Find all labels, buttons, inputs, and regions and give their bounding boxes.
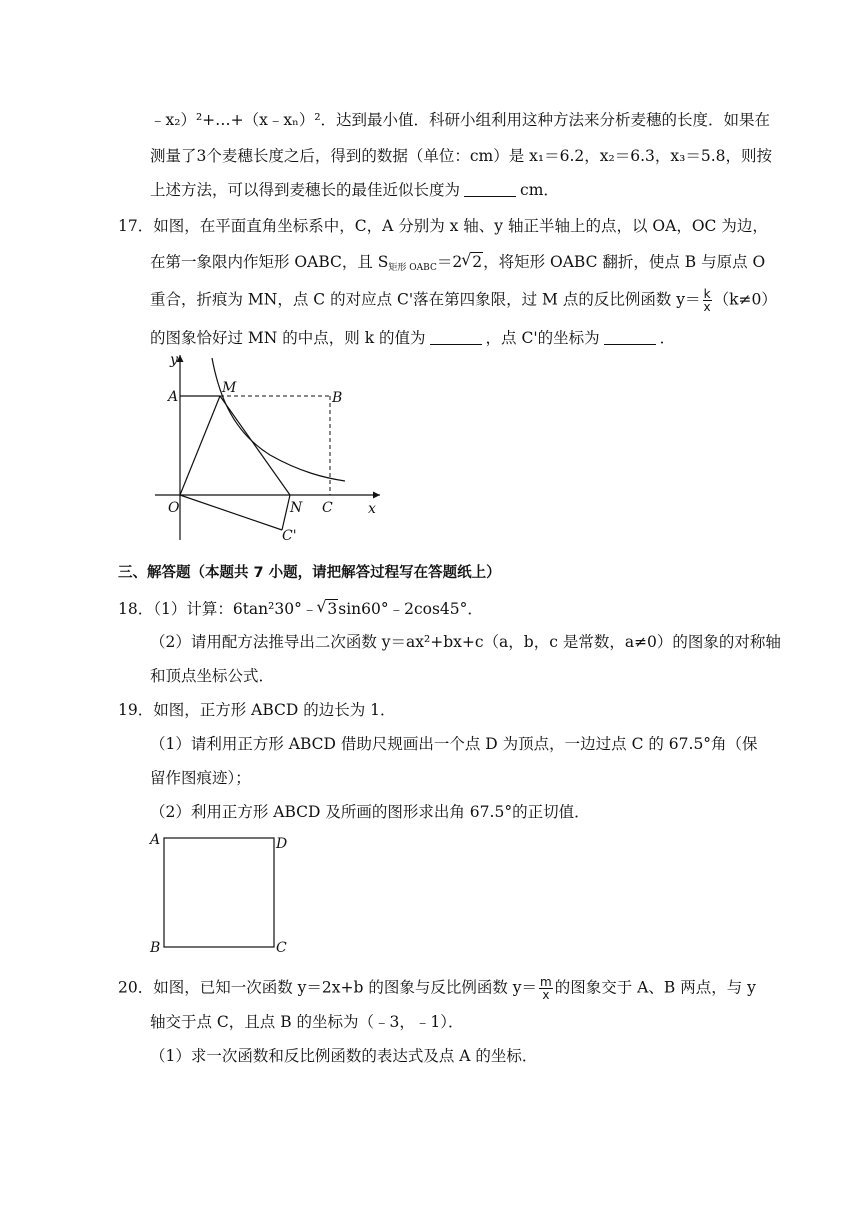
frac-num: m (540, 975, 552, 989)
sqrt-sign (317, 599, 338, 619)
q17-text-2c: ，将矩形 OABC 翻折，使点 B 与原点 O (483, 253, 766, 271)
question-number: 20． (118, 978, 154, 997)
q20-line-2: 轴交于点 C，且点 B 的坐标为（﹣3，﹣1）． (150, 1013, 464, 1031)
answer-blank (464, 182, 516, 197)
label-n: N (290, 500, 303, 516)
label-b: B (150, 940, 161, 956)
q16-line-1: ﹣x₂）²+…+（x﹣xₙ）²．达到最小值．科研小组利用这种方法来分析麦穗的长度．如果在 (150, 111, 771, 129)
q17-text-3b: （k≠0） (713, 290, 777, 309)
q17-line-4 (150, 328, 675, 348)
q18-part2-line-1: （2）请用配方法推导出二次函数 y＝ax²+bx+c（a，b，c 是常数，a≠0）的图象的对称轴 (150, 633, 781, 651)
q17-text-4c: ． (659, 329, 676, 347)
label-c-prime: C' (282, 528, 297, 544)
q17-text-3a: 重合，折痕为 MN，点 C 的对应点 C'落在第四象限，过 M 点的反比例函数 y＝ (150, 290, 701, 309)
q16-line-2: 测量了3个麦穗长度之后，得到的数据（单位：cm）是 x₁＝6.2，x₂＝6.3，x₃＝5.8，则按 (150, 147, 772, 165)
q17-figure (150, 350, 390, 550)
sqrt-sign (462, 252, 483, 272)
sqrt-radicand: 3 (327, 600, 338, 618)
answer-blank (430, 330, 482, 345)
q19-figure (145, 826, 295, 956)
sqrt-radicand: 2 (472, 253, 483, 271)
answer-blank (604, 330, 656, 345)
q19-part1-line-2: 留作图痕迹）； (150, 769, 251, 787)
label-c: C (276, 940, 287, 956)
q20-text-1b: 的图象交于 A、B 两点，与 y (554, 978, 756, 997)
q18-part1b: sin60°﹣2cos45°． (338, 600, 483, 618)
q16-unit: cm． (520, 181, 559, 199)
q20-line-1 (118, 976, 756, 1001)
q17-subscript: 矩形 OABC (388, 263, 437, 273)
q20-text-1a: 如图，已知一次函数 y＝2x+b 的图象与反比例函数 y＝ (153, 978, 538, 997)
q17-text-4a: 的图象恰好过 MN 的中点，则 k 的值为 (150, 329, 426, 347)
question-number: 17． (118, 217, 154, 235)
label-c: C (322, 500, 333, 516)
label-y: y (170, 352, 178, 368)
q17-line-3 (150, 288, 777, 313)
segment-oc-prime (180, 495, 282, 530)
label-m: M (222, 380, 237, 396)
label-d: D (276, 836, 288, 852)
question-number: 19． (118, 701, 154, 719)
q19-line-1 (118, 700, 396, 720)
label-o: O (168, 500, 180, 516)
q17-text-2a: 在第一象限内作矩形 OABC，且 S (150, 253, 389, 271)
fraction-m-over-x (539, 976, 553, 1001)
q18-part2-line-2: 和顶点坐标公式． (150, 667, 275, 685)
fraction-k-over-x (703, 288, 712, 313)
question-number: 18． (118, 600, 154, 618)
section-heading: 三、解答题（本题共 7 小题，请把解答过程写在答题纸上） (118, 565, 501, 581)
q17-text-4b: ，点 C'的坐标为 (485, 329, 600, 347)
q17-line-1 (118, 216, 768, 236)
hyperbola-curve (212, 358, 345, 481)
square-abcd (164, 838, 274, 947)
q20-part1: （1）求一次函数和反比例函数的表达式及点 A 的坐标． (150, 1047, 538, 1065)
q16-line-3 (150, 180, 559, 200)
label-b: B (332, 390, 343, 406)
segment-nc-prime (282, 495, 290, 530)
segment-om (180, 396, 220, 495)
label-x: x (368, 501, 376, 517)
segment-mn (220, 396, 290, 495)
label-a: A (168, 389, 179, 405)
q16-line-3-text: 上述方法，可以得到麦穗长的最佳近似长度为 (150, 181, 461, 199)
frac-den: x (703, 300, 711, 314)
q19-part1-line-1: （1）请利用正方形 ABCD 借助尺规画出一个点 D 为顶点，一边过点 C 的 67.5°角（保 (150, 735, 758, 753)
label-a: A (150, 832, 161, 848)
q17-text-2b: ＝2 (436, 253, 463, 271)
q18-line-1 (118, 599, 483, 619)
frac-num: k (703, 287, 711, 301)
q18-part1a: （1）计算：6tan²30°﹣ (153, 600, 318, 618)
q17-line-2 (150, 252, 765, 278)
frac-den: x (542, 988, 550, 1002)
q19-stem: 如图，正方形 ABCD 的边长为 1． (153, 701, 396, 719)
q19-part2: （2）利用正方形 ABCD 及所画的图形求出角 67.5°的正切值． (150, 803, 590, 821)
q17-text-1: 如图，在平面直角坐标系中，C，A 分别为 x 轴、y 轴正半轴上的点，以 OA，OC 为边， (153, 217, 768, 235)
